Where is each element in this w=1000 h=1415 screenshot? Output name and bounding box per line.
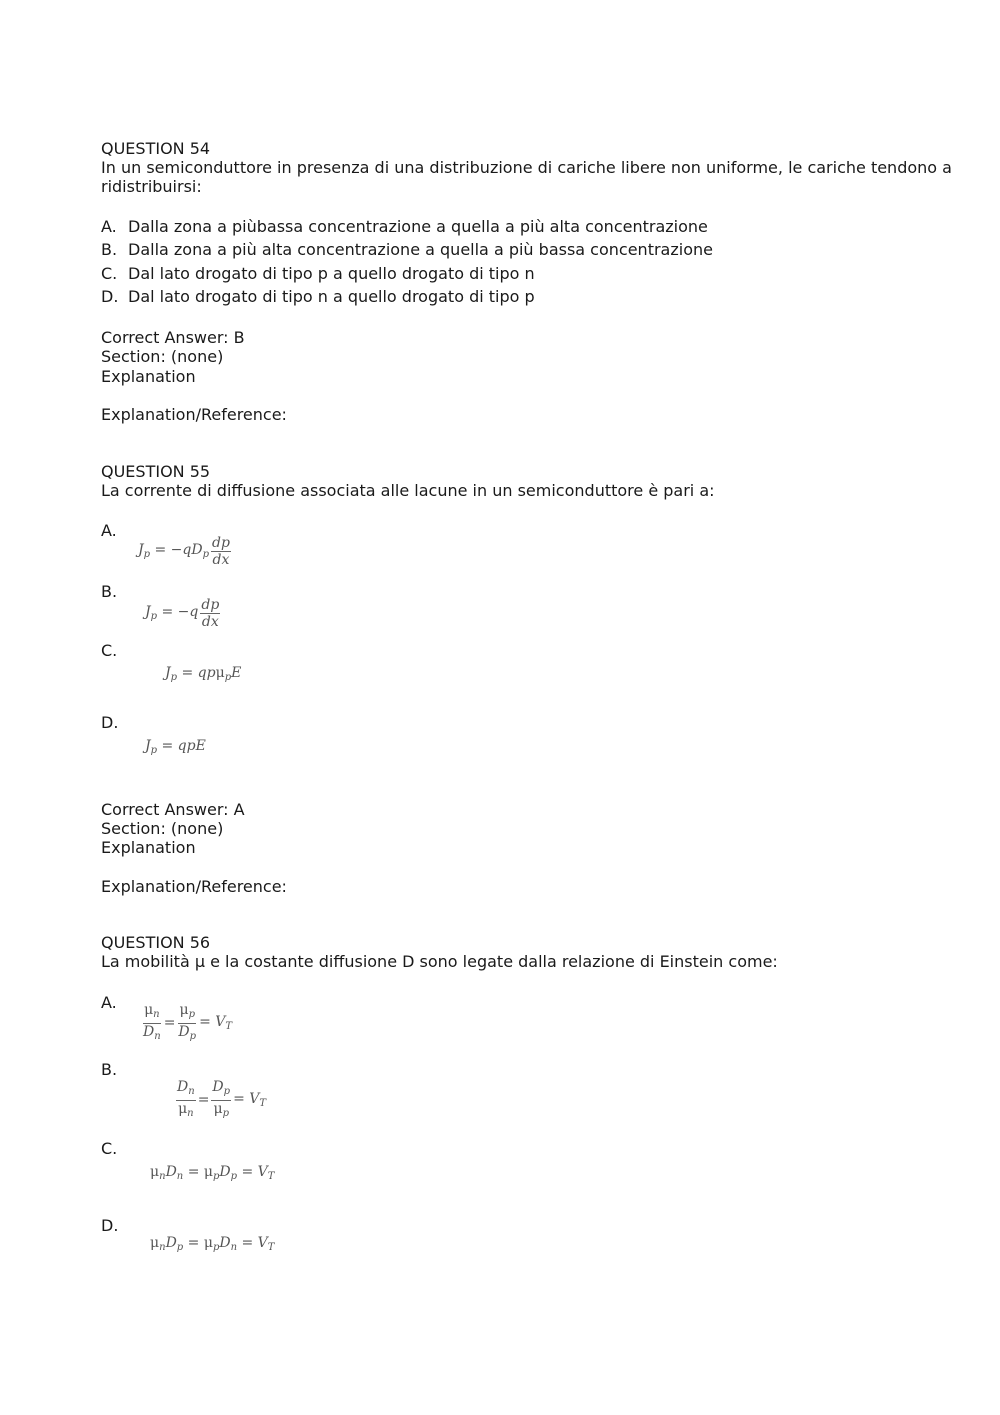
option-text: Dal lato drogato di tipo p a quello drogato di tipo n <box>128 264 535 283</box>
correct-answer: Correct Answer: A <box>101 800 245 819</box>
option-letter: C. <box>101 641 118 660</box>
option-letter: D. <box>101 287 119 306</box>
option-letter: C. <box>101 1139 118 1158</box>
explanation-label: Explanation <box>101 367 196 386</box>
option-d <box>101 287 535 306</box>
question-text: In un semiconduttore in presenza di una distribuzione di cariche libere non uniforme, le cariche tendono a ridistribuirsi: <box>101 158 952 196</box>
option-letter: A. <box>101 217 117 236</box>
formula-image-a: $\frac{\mu_n}{D_n}$ = $\frac{\mu_p}{D_p}$ = $V_T$ <box>143 1001 233 1042</box>
explanation-reference-label: Explanation/Reference: <box>101 405 287 424</box>
explanation-label: Explanation <box>101 838 196 857</box>
option-letter: D. <box>101 1216 119 1235</box>
option-text: Dalla zona a più alta concentrazione a quella a più bassa concentrazione <box>128 240 713 259</box>
question-title: QUESTION 55 <box>101 462 211 481</box>
option-letter: B. <box>101 1060 118 1079</box>
explanation-reference-label: Explanation/Reference: <box>101 877 287 896</box>
option-letter: B. <box>101 240 118 259</box>
option-letter: C. <box>101 264 118 283</box>
formula-image-b: $J_p = -q$ $\frac{dp}{dx}$ <box>145 596 220 630</box>
section-label: Section: (none) <box>101 347 224 366</box>
section-label: Section: (none) <box>101 819 224 838</box>
option-a <box>101 217 708 236</box>
option-letter: A. <box>101 521 117 540</box>
question-text: La mobilità μ e la costante diffusione D sono legate dalla relazione di Einstein come: <box>101 952 778 971</box>
formula-image-d: $J_p$ = qpE <box>145 738 206 756</box>
option-text: Dalla zona a piùbassa concentrazione a quella a più alta concentrazione <box>128 217 708 236</box>
option-letter: D. <box>101 713 119 732</box>
option-letter: A. <box>101 993 117 1012</box>
formula-image-c: $J_p = qp\mu_pE$ <box>165 665 242 683</box>
formula-image-c: $\mu_nD_n = \mu_pD_p = V_T$ <box>150 1164 275 1182</box>
correct-answer: Correct Answer: B <box>101 328 245 347</box>
option-c <box>101 264 535 283</box>
question-title: QUESTION 54 <box>101 139 211 158</box>
formula-image-b: $\frac{D_n}{\mu_n}$ = $\frac{D_p}{\mu_p}$ = $V_T$ <box>177 1078 267 1119</box>
option-text: Dal lato drogato di tipo n a quello drogato di tipo p <box>128 287 535 306</box>
option-letter: B. <box>101 582 118 601</box>
question-text: La corrente di diffusione associata alle lacune in un semiconduttore è pari a: <box>101 481 715 500</box>
question-title: QUESTION 56 <box>101 933 211 952</box>
option-b <box>101 240 713 259</box>
formula-image-d: $\mu_nD_p = \mu_pD_n = V_T$ <box>150 1235 275 1253</box>
formula-image-a: $J_p = -qD_p$ $\frac{dp}{dx}$ <box>138 534 230 568</box>
